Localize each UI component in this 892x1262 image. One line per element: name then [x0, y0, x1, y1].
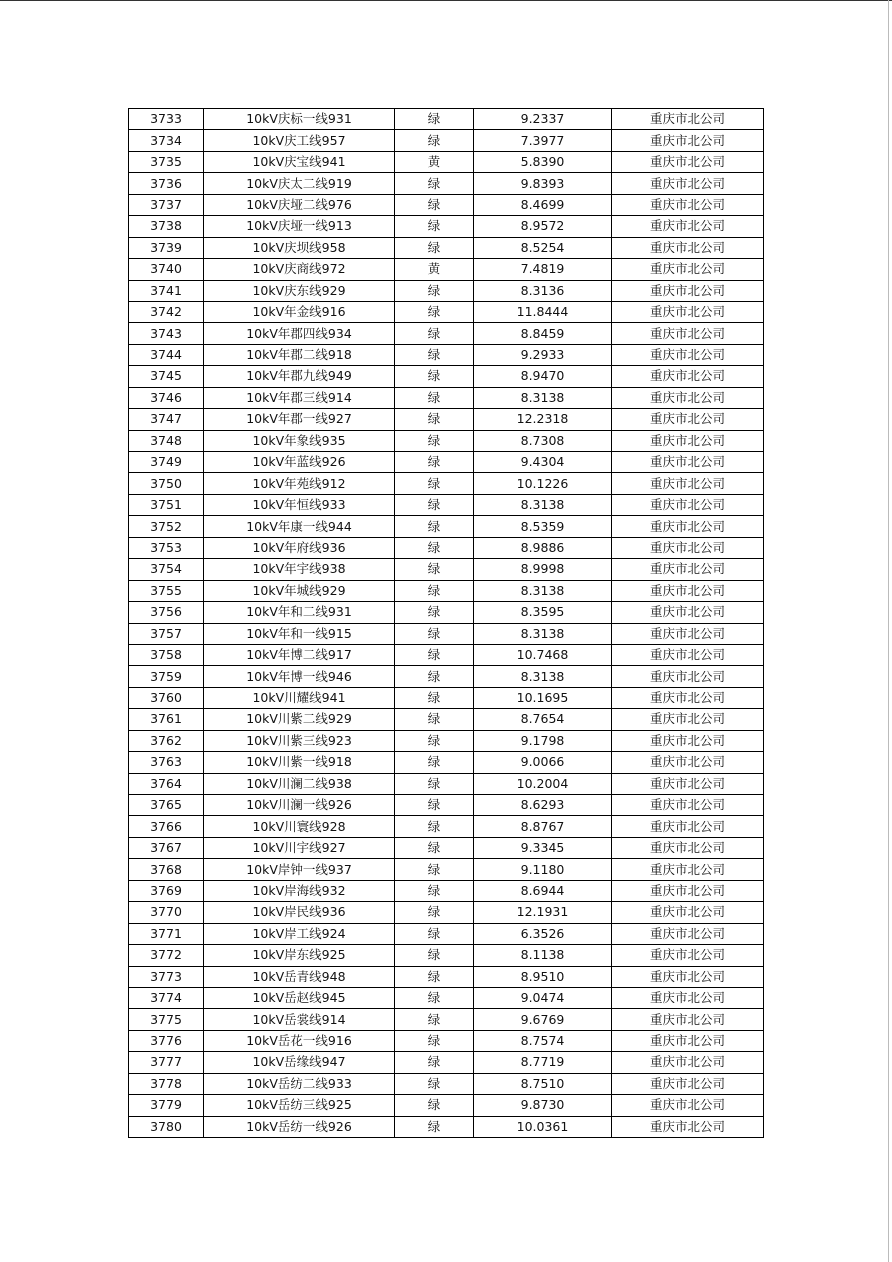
value-cell: 8.9572: [474, 216, 612, 237]
status-color-cell: 绿: [395, 580, 474, 601]
company-cell: 重庆市北公司: [612, 752, 764, 773]
status-color-cell: 绿: [395, 559, 474, 580]
line-name-cell: 10kV年郡三线914: [204, 387, 395, 408]
row-number-cell: 3757: [129, 623, 204, 644]
row-number-cell: 3778: [129, 1073, 204, 1094]
value-cell: 10.0361: [474, 1116, 612, 1137]
line-name-cell: 10kV岳赵线945: [204, 987, 395, 1008]
page-top-edge: [0, 0, 892, 1]
company-cell: 重庆市北公司: [612, 644, 764, 665]
line-name-cell: 10kV岸东线925: [204, 945, 395, 966]
value-cell: 8.3136: [474, 280, 612, 301]
company-cell: 重庆市北公司: [612, 795, 764, 816]
company-cell: 重庆市北公司: [612, 816, 764, 837]
company-cell: 重庆市北公司: [612, 559, 764, 580]
company-cell: 重庆市北公司: [612, 859, 764, 880]
status-color-cell: 绿: [395, 859, 474, 880]
line-name-cell: 10kV年象线935: [204, 430, 395, 451]
row-number-cell: 3763: [129, 752, 204, 773]
company-cell: 重庆市北公司: [612, 837, 764, 858]
table-row: [129, 1073, 764, 1094]
value-cell: 9.4304: [474, 452, 612, 473]
row-number-cell: 3743: [129, 323, 204, 344]
page-right-edge: [888, 0, 889, 1262]
company-cell: 重庆市北公司: [612, 151, 764, 172]
value-cell: 8.6944: [474, 880, 612, 901]
table-row: [129, 666, 764, 687]
status-color-cell: 绿: [395, 387, 474, 408]
row-number-cell: 3751: [129, 494, 204, 515]
table-row: [129, 516, 764, 537]
status-color-cell: 绿: [395, 237, 474, 258]
value-cell: 10.7468: [474, 644, 612, 665]
value-cell: 8.3138: [474, 387, 612, 408]
value-cell: 7.3977: [474, 130, 612, 151]
line-name-cell: 10kV年康一线944: [204, 516, 395, 537]
value-cell: 8.7654: [474, 709, 612, 730]
status-color-cell: 绿: [395, 623, 474, 644]
company-cell: 重庆市北公司: [612, 366, 764, 387]
row-number-cell: 3737: [129, 194, 204, 215]
table-row: [129, 1116, 764, 1137]
line-name-cell: 10kV年恒线933: [204, 494, 395, 515]
company-cell: 重庆市北公司: [612, 945, 764, 966]
table-row: [129, 237, 764, 258]
table-row: [129, 945, 764, 966]
status-color-cell: 黄: [395, 259, 474, 280]
status-color-cell: 绿: [395, 923, 474, 944]
table-row: [129, 559, 764, 580]
company-cell: 重庆市北公司: [612, 537, 764, 558]
table-row: [129, 1052, 764, 1073]
company-cell: 重庆市北公司: [612, 902, 764, 923]
line-name-cell: 10kV庆标一线931: [204, 109, 395, 130]
status-color-cell: 绿: [395, 1009, 474, 1030]
table-row: [129, 216, 764, 237]
status-color-cell: 绿: [395, 795, 474, 816]
row-number-cell: 3756: [129, 602, 204, 623]
line-name-cell: 10kV岳裳线914: [204, 1009, 395, 1030]
table-row: [129, 1009, 764, 1030]
company-cell: 重庆市北公司: [612, 1095, 764, 1116]
row-number-cell: 3741: [129, 280, 204, 301]
value-cell: 9.0066: [474, 752, 612, 773]
line-name-cell: 10kV庆商线972: [204, 259, 395, 280]
value-cell: 8.9886: [474, 537, 612, 558]
row-number-cell: 3777: [129, 1052, 204, 1073]
value-cell: 10.1226: [474, 473, 612, 494]
status-color-cell: 绿: [395, 1052, 474, 1073]
status-color-cell: 绿: [395, 666, 474, 687]
line-name-cell: 10kV年郡一线927: [204, 409, 395, 430]
line-name-cell: 10kV年博一线946: [204, 666, 395, 687]
company-cell: 重庆市北公司: [612, 216, 764, 237]
line-name-cell: 10kV年和一线915: [204, 623, 395, 644]
status-color-cell: 绿: [395, 709, 474, 730]
line-name-cell: 10kV川澜一线926: [204, 795, 395, 816]
value-cell: 8.3138: [474, 623, 612, 644]
company-cell: 重庆市北公司: [612, 709, 764, 730]
table-row: [129, 709, 764, 730]
line-name-cell: 10kV年宇线938: [204, 559, 395, 580]
line-name-cell: 10kV年和二线931: [204, 602, 395, 623]
company-cell: 重庆市北公司: [612, 473, 764, 494]
table-row: [129, 452, 764, 473]
row-number-cell: 3767: [129, 837, 204, 858]
table-row: [129, 194, 764, 215]
company-cell: 重庆市北公司: [612, 452, 764, 473]
line-name-cell: 10kV年郡四线934: [204, 323, 395, 344]
row-number-cell: 3762: [129, 730, 204, 751]
line-name-cell: 10kV川寰线928: [204, 816, 395, 837]
table-row: [129, 859, 764, 880]
value-cell: 8.3138: [474, 580, 612, 601]
company-cell: 重庆市北公司: [612, 923, 764, 944]
line-name-cell: 10kV岸工线924: [204, 923, 395, 944]
company-cell: 重庆市北公司: [612, 259, 764, 280]
company-cell: 重庆市北公司: [612, 1073, 764, 1094]
value-cell: 8.7308: [474, 430, 612, 451]
table-row: [129, 259, 764, 280]
line-name-cell: 10kV岳青线948: [204, 966, 395, 987]
row-number-cell: 3744: [129, 344, 204, 365]
value-cell: 9.2933: [474, 344, 612, 365]
table-row: [129, 837, 764, 858]
row-number-cell: 3739: [129, 237, 204, 258]
line-name-cell: 10kV庆宝线941: [204, 151, 395, 172]
table-row: [129, 623, 764, 644]
row-number-cell: 3750: [129, 473, 204, 494]
row-number-cell: 3769: [129, 880, 204, 901]
feeder-table: [128, 108, 764, 1138]
row-number-cell: 3753: [129, 537, 204, 558]
status-color-cell: 绿: [395, 430, 474, 451]
row-number-cell: 3771: [129, 923, 204, 944]
status-color-cell: 绿: [395, 1073, 474, 1094]
company-cell: 重庆市北公司: [612, 344, 764, 365]
company-cell: 重庆市北公司: [612, 1030, 764, 1051]
line-name-cell: 10kV川耀线941: [204, 687, 395, 708]
value-cell: 12.1931: [474, 902, 612, 923]
row-number-cell: 3745: [129, 366, 204, 387]
table-row: [129, 752, 764, 773]
value-cell: 9.1798: [474, 730, 612, 751]
feeder-table-body: [129, 109, 764, 1138]
status-color-cell: 绿: [395, 537, 474, 558]
status-color-cell: 绿: [395, 130, 474, 151]
status-color-cell: 绿: [395, 1095, 474, 1116]
table-row: [129, 580, 764, 601]
line-name-cell: 10kV川澜二线938: [204, 773, 395, 794]
value-cell: 6.3526: [474, 923, 612, 944]
value-cell: 8.8459: [474, 323, 612, 344]
table-row: [129, 280, 764, 301]
row-number-cell: 3779: [129, 1095, 204, 1116]
row-number-cell: 3765: [129, 795, 204, 816]
company-cell: 重庆市北公司: [612, 409, 764, 430]
status-color-cell: 绿: [395, 837, 474, 858]
line-name-cell: 10kV庆垭二线976: [204, 194, 395, 215]
table-row: [129, 301, 764, 322]
row-number-cell: 3761: [129, 709, 204, 730]
company-cell: 重庆市北公司: [612, 301, 764, 322]
line-name-cell: 10kV年城线929: [204, 580, 395, 601]
row-number-cell: 3773: [129, 966, 204, 987]
company-cell: 重庆市北公司: [612, 194, 764, 215]
table-row: [129, 816, 764, 837]
table-row: [129, 537, 764, 558]
company-cell: 重庆市北公司: [612, 323, 764, 344]
status-color-cell: 绿: [395, 344, 474, 365]
status-color-cell: 绿: [395, 452, 474, 473]
status-color-cell: 绿: [395, 644, 474, 665]
table-row: [129, 966, 764, 987]
status-color-cell: 绿: [395, 966, 474, 987]
status-color-cell: 绿: [395, 516, 474, 537]
table-row: [129, 109, 764, 130]
table-row: [129, 773, 764, 794]
line-name-cell: 10kV岳缘线947: [204, 1052, 395, 1073]
table-row: [129, 644, 764, 665]
status-color-cell: 绿: [395, 409, 474, 430]
company-cell: 重庆市北公司: [612, 623, 764, 644]
company-cell: 重庆市北公司: [612, 237, 764, 258]
line-name-cell: 10kV庆太二线919: [204, 173, 395, 194]
status-color-cell: 绿: [395, 880, 474, 901]
status-color-cell: 绿: [395, 687, 474, 708]
status-color-cell: 绿: [395, 752, 474, 773]
table-row: [129, 687, 764, 708]
row-number-cell: 3747: [129, 409, 204, 430]
row-number-cell: 3738: [129, 216, 204, 237]
company-cell: 重庆市北公司: [612, 1052, 764, 1073]
company-cell: 重庆市北公司: [612, 580, 764, 601]
line-name-cell: 10kV岸民线936: [204, 902, 395, 923]
line-name-cell: 10kV岳纺三线925: [204, 1095, 395, 1116]
company-cell: 重庆市北公司: [612, 280, 764, 301]
row-number-cell: 3742: [129, 301, 204, 322]
table-row: [129, 173, 764, 194]
company-cell: 重庆市北公司: [612, 387, 764, 408]
row-number-cell: 3766: [129, 816, 204, 837]
table-row: [129, 1095, 764, 1116]
value-cell: 8.9998: [474, 559, 612, 580]
value-cell: 5.8390: [474, 151, 612, 172]
status-color-cell: 绿: [395, 216, 474, 237]
company-cell: 重庆市北公司: [612, 109, 764, 130]
line-name-cell: 10kV川宇线927: [204, 837, 395, 858]
table-row: [129, 795, 764, 816]
line-name-cell: 10kV庆坝线958: [204, 237, 395, 258]
line-name-cell: 10kV年博二线917: [204, 644, 395, 665]
row-number-cell: 3772: [129, 945, 204, 966]
line-name-cell: 10kV川紫一线918: [204, 752, 395, 773]
value-cell: 9.6769: [474, 1009, 612, 1030]
row-number-cell: 3758: [129, 644, 204, 665]
line-name-cell: 10kV岳纺二线933: [204, 1073, 395, 1094]
value-cell: 10.2004: [474, 773, 612, 794]
status-color-cell: 绿: [395, 280, 474, 301]
company-cell: 重庆市北公司: [612, 430, 764, 451]
table-row: [129, 430, 764, 451]
row-number-cell: 3754: [129, 559, 204, 580]
line-name-cell: 10kV年蓝线926: [204, 452, 395, 473]
status-color-cell: 绿: [395, 366, 474, 387]
row-number-cell: 3780: [129, 1116, 204, 1137]
table-row: [129, 151, 764, 172]
table-row: [129, 602, 764, 623]
value-cell: 8.5254: [474, 237, 612, 258]
row-number-cell: 3759: [129, 666, 204, 687]
status-color-cell: 绿: [395, 816, 474, 837]
line-name-cell: 10kV年苑线912: [204, 473, 395, 494]
value-cell: 8.9510: [474, 966, 612, 987]
status-color-cell: 绿: [395, 323, 474, 344]
value-cell: 8.4699: [474, 194, 612, 215]
row-number-cell: 3740: [129, 259, 204, 280]
value-cell: 8.7510: [474, 1073, 612, 1094]
row-number-cell: 3752: [129, 516, 204, 537]
value-cell: 7.4819: [474, 259, 612, 280]
status-color-cell: 绿: [395, 945, 474, 966]
table-row: [129, 409, 764, 430]
line-name-cell: 10kV岳纺一线926: [204, 1116, 395, 1137]
status-color-cell: 绿: [395, 473, 474, 494]
status-color-cell: 绿: [395, 1116, 474, 1137]
value-cell: 9.0474: [474, 987, 612, 1008]
status-color-cell: 绿: [395, 109, 474, 130]
value-cell: 11.8444: [474, 301, 612, 322]
line-name-cell: 10kV岸钟一线937: [204, 859, 395, 880]
value-cell: 12.2318: [474, 409, 612, 430]
company-cell: 重庆市北公司: [612, 173, 764, 194]
table-row: [129, 923, 764, 944]
table-row: [129, 902, 764, 923]
value-cell: 8.3138: [474, 666, 612, 687]
table-row: [129, 387, 764, 408]
row-number-cell: 3748: [129, 430, 204, 451]
line-name-cell: 10kV川紫三线923: [204, 730, 395, 751]
company-cell: 重庆市北公司: [612, 987, 764, 1008]
line-name-cell: 10kV年郡二线918: [204, 344, 395, 365]
status-color-cell: 绿: [395, 194, 474, 215]
table-row: [129, 987, 764, 1008]
row-number-cell: 3770: [129, 902, 204, 923]
value-cell: 9.1180: [474, 859, 612, 880]
row-number-cell: 3736: [129, 173, 204, 194]
value-cell: 8.9470: [474, 366, 612, 387]
table-row: [129, 1030, 764, 1051]
line-name-cell: 10kV岸海线932: [204, 880, 395, 901]
row-number-cell: 3768: [129, 859, 204, 880]
status-color-cell: 绿: [395, 902, 474, 923]
table-row: [129, 880, 764, 901]
line-name-cell: 10kV庆东线929: [204, 280, 395, 301]
line-name-cell: 10kV庆垭一线913: [204, 216, 395, 237]
row-number-cell: 3735: [129, 151, 204, 172]
company-cell: 重庆市北公司: [612, 666, 764, 687]
company-cell: 重庆市北公司: [612, 687, 764, 708]
status-color-cell: 绿: [395, 730, 474, 751]
row-number-cell: 3776: [129, 1030, 204, 1051]
company-cell: 重庆市北公司: [612, 880, 764, 901]
table-row: [129, 473, 764, 494]
value-cell: 8.7719: [474, 1052, 612, 1073]
table-row: [129, 730, 764, 751]
status-color-cell: 绿: [395, 773, 474, 794]
status-color-cell: 绿: [395, 494, 474, 515]
line-name-cell: 10kV岳花一线916: [204, 1030, 395, 1051]
table-row: [129, 323, 764, 344]
value-cell: 8.6293: [474, 795, 612, 816]
value-cell: 8.3138: [474, 494, 612, 515]
status-color-cell: 绿: [395, 301, 474, 322]
table-row: [129, 366, 764, 387]
row-number-cell: 3775: [129, 1009, 204, 1030]
status-color-cell: 绿: [395, 173, 474, 194]
value-cell: 9.8730: [474, 1095, 612, 1116]
row-number-cell: 3733: [129, 109, 204, 130]
value-cell: 8.1138: [474, 945, 612, 966]
row-number-cell: 3774: [129, 987, 204, 1008]
status-color-cell: 绿: [395, 1030, 474, 1051]
value-cell: 8.8767: [474, 816, 612, 837]
row-number-cell: 3764: [129, 773, 204, 794]
row-number-cell: 3755: [129, 580, 204, 601]
row-number-cell: 3760: [129, 687, 204, 708]
line-name-cell: 10kV年府线936: [204, 537, 395, 558]
line-name-cell: 10kV年金线916: [204, 301, 395, 322]
company-cell: 重庆市北公司: [612, 773, 764, 794]
table-row: [129, 494, 764, 515]
line-name-cell: 10kV川紫二线929: [204, 709, 395, 730]
company-cell: 重庆市北公司: [612, 1009, 764, 1030]
line-name-cell: 10kV年郡九线949: [204, 366, 395, 387]
company-cell: 重庆市北公司: [612, 494, 764, 515]
status-color-cell: 绿: [395, 987, 474, 1008]
company-cell: 重庆市北公司: [612, 966, 764, 987]
row-number-cell: 3746: [129, 387, 204, 408]
company-cell: 重庆市北公司: [612, 130, 764, 151]
value-cell: 9.3345: [474, 837, 612, 858]
company-cell: 重庆市北公司: [612, 516, 764, 537]
row-number-cell: 3749: [129, 452, 204, 473]
status-color-cell: 黄: [395, 151, 474, 172]
company-cell: 重庆市北公司: [612, 1116, 764, 1137]
value-cell: 8.7574: [474, 1030, 612, 1051]
row-number-cell: 3734: [129, 130, 204, 151]
value-cell: 8.5359: [474, 516, 612, 537]
company-cell: 重庆市北公司: [612, 602, 764, 623]
table-row: [129, 344, 764, 365]
line-name-cell: 10kV庆工线957: [204, 130, 395, 151]
status-color-cell: 绿: [395, 602, 474, 623]
table-row: [129, 130, 764, 151]
value-cell: 8.3595: [474, 602, 612, 623]
company-cell: 重庆市北公司: [612, 730, 764, 751]
value-cell: 10.1695: [474, 687, 612, 708]
value-cell: 9.8393: [474, 173, 612, 194]
value-cell: 9.2337: [474, 109, 612, 130]
